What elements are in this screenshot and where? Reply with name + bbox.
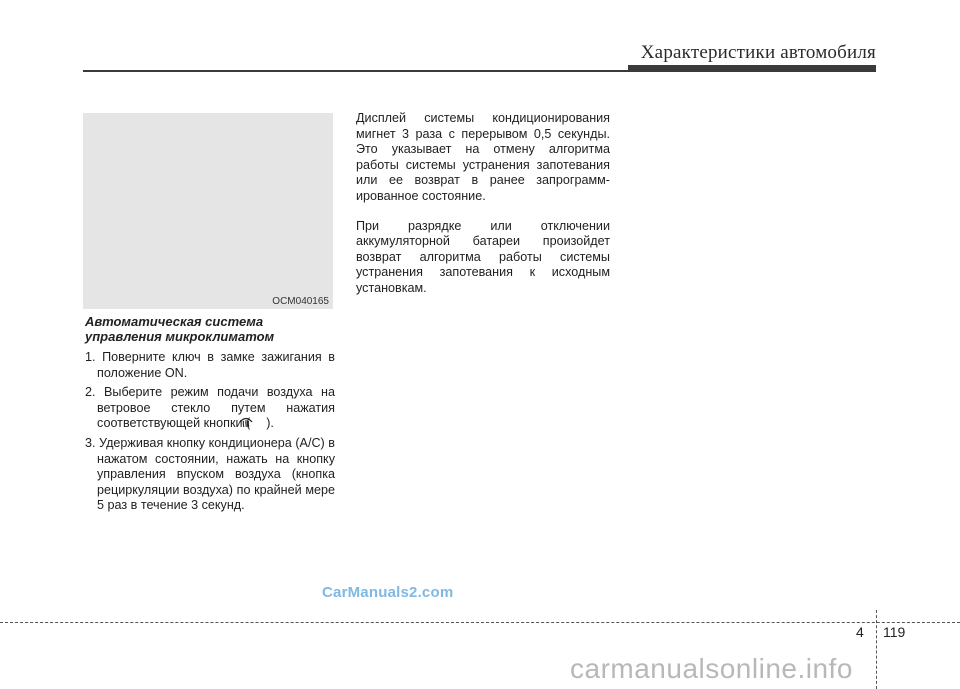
paragraph-battery-reset: При разрядке или отключении аккумуляторной батареи произойдет возврат алгоритма работы системы устранения запотевания к исходным установкам.: [356, 218, 610, 295]
step-2-text-end: ).: [266, 416, 274, 431]
header-rule: [83, 70, 628, 72]
defrost-icon: [251, 416, 265, 428]
section-subheading: [85, 314, 335, 344]
paragraph-display-blink: Дисплей системы кондиционирования мигнет 3 раза с перерывом 0,5 секунды. Это указывает на отмену алгоритма работы системы устранения запотевания или ее возврат в ранее запрограмм-ированное состояние.: [356, 111, 610, 203]
subheading-line-1: Автоматическая система: [85, 314, 264, 329]
left-column: [85, 314, 335, 518]
step-2: [85, 385, 335, 432]
footer-separator: [876, 610, 877, 689]
watermark-carmanualsonline[interactable]: carmanualsonline.info: [570, 653, 853, 684]
page-header-title: Характеристики автомобиля: [640, 42, 876, 63]
footer-rule: [0, 622, 960, 623]
figure-caption: OCM040165: [272, 296, 329, 307]
right-column: [356, 111, 610, 311]
figure-placeholder: [83, 113, 333, 309]
step-1: 1. Поверните ключ в замке зажигания в положение ON.: [85, 350, 335, 380]
step-3: 3. Удерживая кнопку кондиционера (A/C) в нажатом состоянии, нажать на кнопку управления впуском воздуха (кнопка рециркуляции воздуха) по крайней мере 5 раз в течение 3 секунд.: [85, 435, 335, 513]
page-number: 119: [883, 624, 906, 640]
step-2-text: 2. Выберите режим подачи воздуха на ветровое стекло путем нажатия соответствующей кнопки (: [85, 385, 335, 431]
watermark-carmanuals2[interactable]: CarManuals2.com: [322, 584, 454, 601]
chapter-number: 4: [856, 624, 864, 640]
header-rule-accent: [628, 65, 876, 72]
subheading-line-2: управления микроклиматом: [85, 329, 275, 344]
